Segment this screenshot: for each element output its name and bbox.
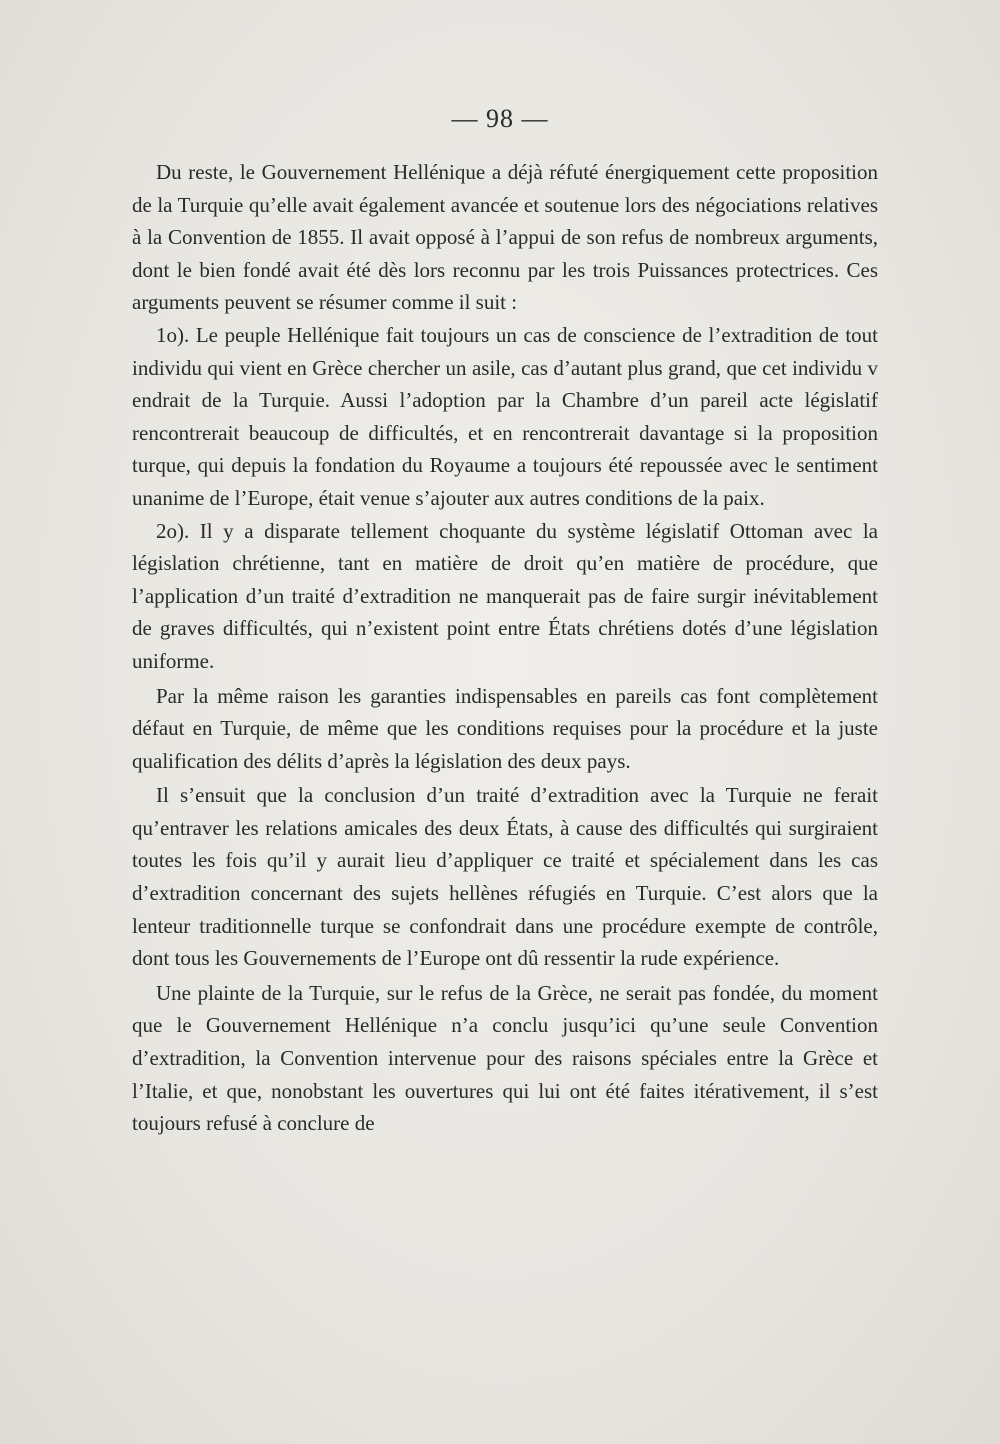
body-text: [132, 156, 878, 1140]
paragraph-consequence: Il s’ensuit que la conclusion d’un traité d’extradition avec la Turquie ne ferait qu’entraver les relations amicales des deux États, à cause des difficultés qui surgiraient toutes les fois qu’il y aurait lieu d’appliquer ce traité et spécialement dans les cas d’extradition concernant des sujets hellènes réfugiés en Turquie. C’est alors que la lenteur traditionnelle turque se confondrait dans une procédure exempte de contrôle, dont tous les Gouvernements de l’Europe ont dû ressentir la rude expérience.: [132, 783, 878, 971]
page-number: — 98 —: [451, 104, 549, 133]
paragraph-guarantees: Par la même raison les garanties indispensables en pareils cas font complètement défaut en Turquie, de même que les conditions requises pour la procédure et la juste qualification des délits d’après la législation des deux pays.: [132, 683, 878, 773]
paragraph-argument-2: 2o). Il y a disparate tellement choquante du système législatif Ottoman avec la législation chrétienne, tant en matière de droit qu’en matière de procédure, que l’application d’un traité d’extradition ne manquerait pas de faire surgir inévitablement de graves difficultés, qui n’existent point entre États chrétiens dotés d’une législation uniforme.: [132, 518, 878, 673]
paragraph-argument-1: 1o). Le peuple Hellénique fait toujours un cas de conscience de l’extradition de tout individu qui vient en Grèce chercher un asile, cas d’autant plus grand, que cet individu v endrait de la Turquie. Aussi l’adoption par la Chambre d’un pareil acte législatif rencontrerait beaucoup de difficultés, et en rencontrerait davantage si la proposition turque, qui depuis la fondation du Royaume a toujours été repoussée avec le sentiment unanime de l’Europe, était venue s’ajouter aux autres conditions de la paix.: [132, 322, 878, 510]
paragraph-complaint: Une plainte de la Turquie, sur le refus de la Grèce, ne serait pas fondée, du moment que le Gouvernement Hellénique n’a conclu jusqu’ici qu’une seule Convention d’extradition, la Convention intervenue pour des raisons spéciales entre la Grèce et l’Italie, et que, nonobstant les ouvertures qui lui ont été faites itérativement, il s’est toujours refusé à conclure de: [132, 980, 878, 1136]
paragraph-intro: Du reste, le Gouvernement Hellénique a déjà réfuté énergiquement cette proposition de la Turquie qu’elle avait également avancée et soutenue lors des négociations relatives à la Convention de 1855. Il avait opposé à l’appui de son refus de nombreux arguments, dont le bien fondé avait été dès lors reconnu par les trois Puissances protectrices. Ces arguments peuvent se résumer comme il suit :: [132, 160, 878, 315]
